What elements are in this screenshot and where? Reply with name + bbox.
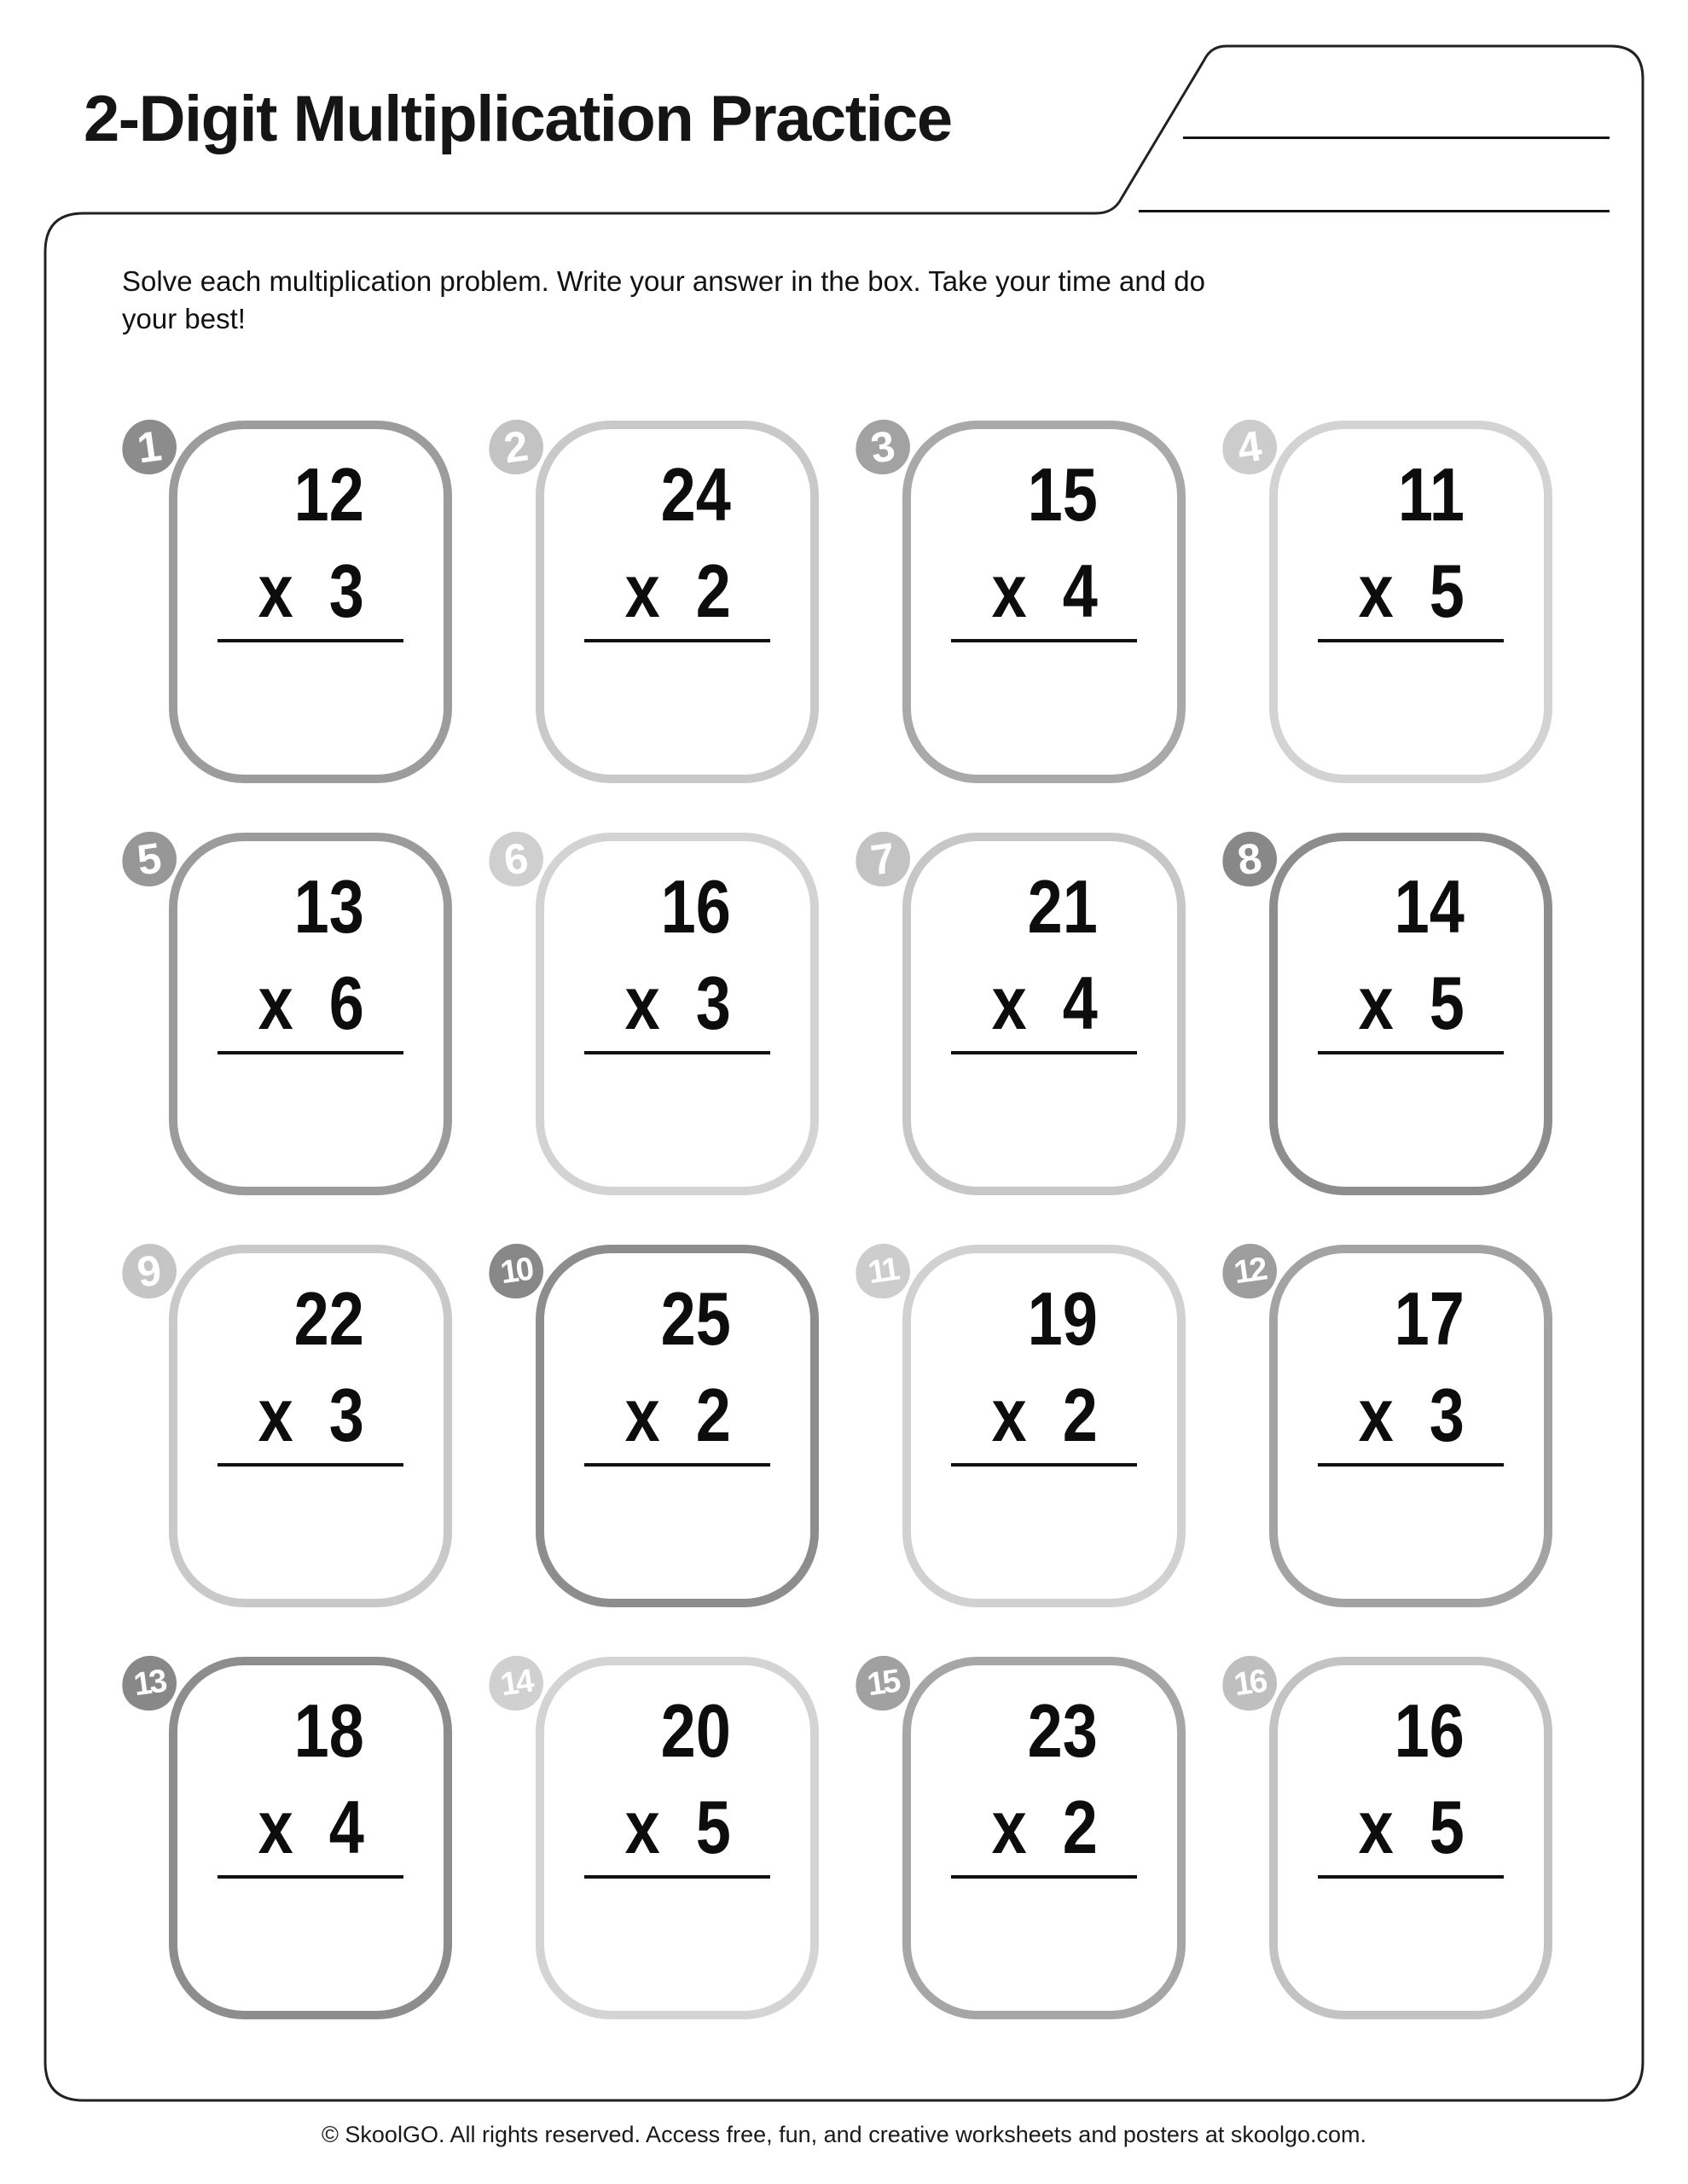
multiplicand: 14	[1394, 864, 1465, 949]
multiplier: 6	[328, 961, 364, 1045]
answer-box[interactable]	[561, 1061, 793, 1175]
answer-line	[218, 1463, 403, 1467]
multiplicand: 24	[660, 452, 731, 537]
problem-box	[902, 421, 1186, 783]
answer-line	[584, 1051, 770, 1054]
times-symbol: x	[1358, 961, 1394, 1045]
problem-number-badge: 14	[485, 1653, 547, 1714]
multiplier: 5	[695, 1785, 731, 1869]
times-symbol: x	[991, 549, 1027, 633]
multiplier-row	[258, 1373, 364, 1457]
date-line[interactable]	[1139, 210, 1610, 212]
answer-box[interactable]	[194, 1061, 426, 1175]
multiplicand: 21	[1027, 864, 1098, 949]
multiplicand: 20	[660, 1688, 731, 1773]
multiplicand: 18	[293, 1688, 364, 1773]
problem-number-badge: 11	[852, 1240, 914, 1302]
problem-box	[169, 833, 452, 1195]
answer-line	[218, 639, 403, 642]
answer-box[interactable]	[1295, 649, 1527, 763]
page-title: 2-Digit Multiplication Practice	[84, 83, 952, 155]
problem-number-badge: 5	[119, 828, 180, 890]
multiplier-row	[624, 961, 731, 1045]
answer-box[interactable]	[928, 1885, 1160, 1999]
answer-box[interactable]	[928, 649, 1160, 763]
answer-box[interactable]	[928, 1061, 1160, 1175]
problem-box	[536, 833, 819, 1195]
problem-box	[1269, 833, 1552, 1195]
multiplicand: 11	[1397, 452, 1465, 537]
problem-box	[1269, 1657, 1552, 2019]
times-symbol: x	[258, 549, 293, 633]
times-symbol: x	[624, 549, 660, 633]
times-symbol: x	[624, 1373, 660, 1457]
answer-box[interactable]	[1295, 1473, 1527, 1587]
problem-box	[1269, 1245, 1552, 1607]
problem-card	[1234, 421, 1552, 783]
multiplier-row	[624, 549, 731, 633]
problem-number-badge: 6	[485, 828, 547, 890]
problem-number-badge: 9	[119, 1240, 180, 1302]
problem-card	[131, 1657, 452, 2019]
multiplier: 3	[1429, 1373, 1465, 1457]
problem-box	[169, 421, 452, 783]
times-symbol: x	[991, 1373, 1027, 1457]
times-symbol: x	[1358, 1785, 1394, 1869]
multiplicand: 13	[293, 864, 364, 949]
problem-number-badge: 3	[852, 416, 914, 478]
times-symbol: x	[258, 961, 293, 1045]
answer-box[interactable]	[928, 1473, 1160, 1587]
answer-box[interactable]	[1295, 1885, 1527, 1999]
problem-box	[536, 421, 819, 783]
multiplier-row	[1358, 1785, 1465, 1869]
problem-box	[169, 1245, 452, 1607]
times-symbol: x	[991, 961, 1027, 1045]
multiplier-row	[1358, 549, 1465, 633]
times-symbol: x	[258, 1373, 293, 1457]
multiplicand: 17	[1394, 1276, 1465, 1361]
problem-number-badge: 10	[485, 1240, 547, 1302]
problem-card	[867, 421, 1186, 783]
answer-line	[584, 639, 770, 642]
problem-number-badge: 13	[119, 1653, 180, 1714]
multiplier-row	[258, 549, 364, 633]
multiplier: 2	[1062, 1373, 1098, 1457]
answer-box[interactable]	[1295, 1061, 1527, 1175]
multiplicand: 16	[1394, 1688, 1465, 1773]
problem-card	[867, 833, 1186, 1195]
multiplicand: 19	[1027, 1276, 1098, 1361]
answer-line	[951, 1463, 1137, 1467]
problem-number-badge: 8	[1219, 828, 1280, 890]
problem-card	[866, 1245, 1186, 1607]
answer-box[interactable]	[194, 1885, 426, 1999]
multiplier: 5	[1429, 1785, 1465, 1869]
answer-line	[951, 1051, 1137, 1054]
answer-box[interactable]	[194, 1473, 426, 1587]
instructions	[122, 263, 1205, 338]
multiplicand: 12	[293, 452, 364, 537]
multiplicand: 22	[293, 1276, 364, 1361]
problem-box	[536, 1245, 819, 1607]
answer-line	[218, 1875, 403, 1879]
multiplier: 4	[328, 1785, 364, 1869]
problem-number-badge: 12	[1219, 1240, 1280, 1302]
multiplier: 4	[1062, 961, 1098, 1045]
times-symbol: x	[624, 961, 660, 1045]
multiplier: 2	[695, 549, 731, 633]
times-symbol: x	[991, 1785, 1027, 1869]
answer-box[interactable]	[561, 1885, 793, 1999]
multiplier-row	[991, 961, 1098, 1045]
answer-box[interactable]	[194, 649, 426, 763]
problem-number-badge: 7	[852, 828, 914, 890]
multiplicand: 16	[660, 864, 731, 949]
problem-box	[902, 833, 1186, 1195]
multiplier-row	[258, 1785, 364, 1869]
multiplier: 5	[1429, 961, 1465, 1045]
answer-box[interactable]	[561, 1473, 793, 1587]
multiplier: 2	[695, 1373, 731, 1457]
problem-card	[1234, 833, 1552, 1195]
problem-card	[1232, 1245, 1552, 1607]
problem-number-badge: 15	[852, 1653, 914, 1714]
problem-box	[902, 1245, 1186, 1607]
answer-line	[1318, 639, 1504, 642]
answer-line	[218, 1051, 403, 1054]
multiplier: 4	[1062, 549, 1098, 633]
answer-line	[951, 1875, 1137, 1879]
problem-card	[498, 1245, 819, 1607]
problems-grid	[131, 421, 1552, 2019]
instructions-line2: your best!	[122, 303, 246, 334]
multiplier-row	[991, 1373, 1098, 1457]
multiplicand: 23	[1027, 1688, 1098, 1773]
times-symbol: x	[624, 1785, 660, 1869]
problem-box	[169, 1657, 452, 2019]
multiplier: 3	[328, 549, 364, 633]
problem-box	[902, 1657, 1186, 2019]
multiplier-row	[1358, 1373, 1465, 1457]
footer-copyright: © SkoolGO. All rights reserved. Access free, fun, and creative worksheets and posters at skoolgo.com.	[322, 2122, 1366, 2147]
problem-card	[134, 421, 452, 783]
answer-line	[584, 1463, 770, 1467]
times-symbol: x	[258, 1785, 293, 1869]
multiplier: 3	[695, 961, 731, 1045]
problem-card	[134, 833, 452, 1195]
multiplier-row	[624, 1373, 731, 1457]
multiplier-row	[1358, 961, 1465, 1045]
instructions-line1: Solve each multiplication problem. Write your answer in the box. Take your time and do	[122, 265, 1205, 297]
multiplier: 3	[328, 1373, 364, 1457]
problem-number-badge: 1	[119, 416, 180, 478]
name-line[interactable]	[1183, 136, 1610, 139]
problem-card	[134, 1245, 452, 1607]
answer-box[interactable]	[561, 649, 793, 763]
problem-box	[1269, 421, 1552, 783]
answer-line	[1318, 1875, 1504, 1879]
multiplicand: 15	[1027, 452, 1098, 537]
multiplicand: 25	[660, 1276, 731, 1361]
multiplier-row	[624, 1785, 731, 1869]
problem-card	[1232, 1657, 1552, 2019]
multiplier: 5	[1429, 549, 1465, 633]
problem-card	[865, 1657, 1186, 2019]
multiplier: 2	[1062, 1785, 1098, 1869]
problem-card	[501, 833, 819, 1195]
answer-line	[584, 1875, 770, 1879]
problem-box	[536, 1657, 819, 2019]
problem-number-badge: 2	[485, 416, 547, 478]
answer-line	[1318, 1051, 1504, 1054]
problem-card	[498, 1657, 819, 2019]
multiplier-row	[991, 549, 1098, 633]
problem-card	[501, 421, 819, 783]
multiplier-row	[258, 961, 364, 1045]
times-symbol: x	[1358, 549, 1394, 633]
times-symbol: x	[1358, 1373, 1394, 1457]
multiplier-row	[991, 1785, 1098, 1869]
answer-line	[951, 639, 1137, 642]
problem-number-badge: 16	[1219, 1653, 1280, 1714]
answer-line	[1318, 1463, 1504, 1467]
problem-number-badge: 4	[1219, 416, 1280, 478]
